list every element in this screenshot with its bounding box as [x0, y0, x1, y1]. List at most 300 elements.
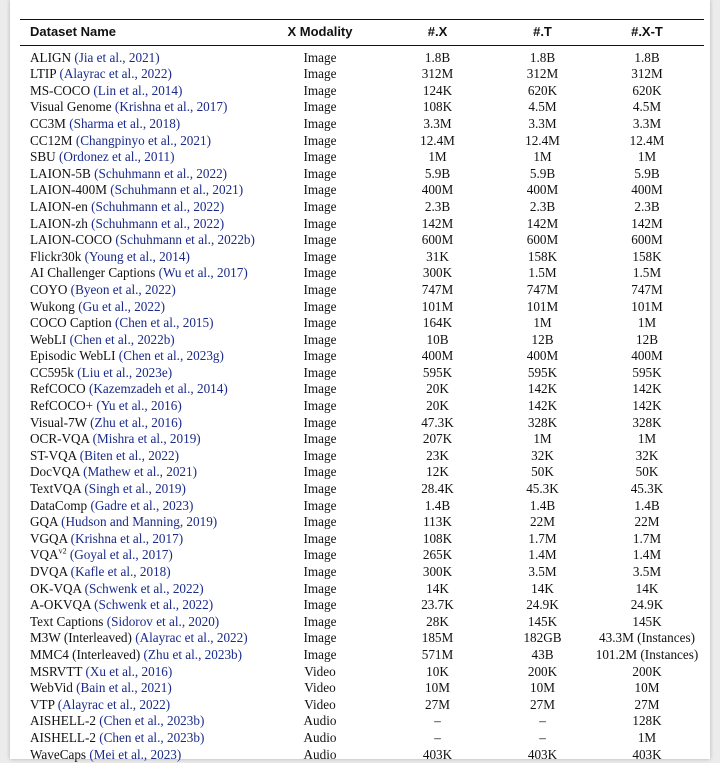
modality-cell: Image	[303, 514, 337, 530]
num-t-cell: 1M	[533, 315, 552, 331]
citation-link[interactable]: (Alayrac et al., 2022)	[135, 630, 248, 646]
dataset-name-cell	[20, 697, 260, 714]
dataset-name: CC12M	[30, 132, 73, 148]
citation-link[interactable]: (Zhu et al., 2016)	[90, 414, 183, 430]
num-x-cell: 207K	[422, 431, 453, 447]
num-xt-cell: 12B	[636, 331, 658, 347]
num-t-cell: 142K	[527, 398, 558, 414]
num-x-cell: 108K	[422, 99, 453, 115]
num-xt-cell: 1.5M	[632, 265, 662, 281]
num-t-cell: 200K	[527, 663, 558, 679]
table-row	[20, 697, 704, 714]
dataset-name: Text Captions	[30, 613, 104, 629]
citation-link[interactable]: (Schwenk et al., 2022)	[84, 580, 204, 596]
citation-link[interactable]: (Kazemzadeh et al., 2014)	[88, 381, 228, 397]
num-x-cell: –	[434, 729, 441, 745]
dataset-name: LTIP	[30, 66, 57, 82]
num-xt-cell: 128K	[632, 713, 662, 729]
num-t-cell: 142M	[526, 215, 559, 231]
dataset-name: LAION-zh	[30, 215, 88, 231]
num-xt-cell: 10M	[634, 680, 660, 696]
dataset-table	[20, 19, 704, 763]
dataset-name-cell	[20, 630, 260, 647]
modality-cell: Image	[303, 215, 337, 231]
table-row	[20, 630, 704, 647]
num-t-cell: 27M	[530, 696, 555, 712]
dataset-name-cell	[20, 182, 260, 199]
num-xt-cell: 32K	[635, 447, 659, 463]
dataset-name-cell	[20, 498, 260, 515]
modality-cell: Image	[303, 298, 337, 314]
modality-cell: Image	[303, 481, 337, 497]
num-x-cell: 23K	[426, 447, 449, 463]
citation-link[interactable]: (Chen et al., 2023b)	[99, 729, 205, 745]
num-x-cell: 47.3K	[421, 414, 454, 430]
table-row	[20, 249, 704, 266]
table-row	[20, 282, 704, 299]
num-x-cell: 312M	[421, 66, 454, 82]
dataset-name-cell	[20, 398, 260, 415]
table-row	[20, 431, 704, 448]
dataset-name: CC595k	[30, 364, 74, 380]
dataset-name: DVQA	[30, 564, 68, 579]
document-page	[10, 0, 710, 762]
citation-link[interactable]: (Krishna et al., 2017)	[114, 99, 228, 115]
modality-cell: Audio	[303, 729, 337, 745]
citation-link[interactable]: (Ordonez et al., 2011)	[58, 149, 175, 165]
dataset-name-cell	[20, 133, 260, 150]
dataset-name: AI Challenger Captions	[30, 265, 156, 281]
num-t-cell: 3.5M	[528, 564, 557, 579]
num-x-cell: 20K	[426, 398, 449, 414]
num-x-cell: 142M	[421, 215, 454, 231]
num-t-cell: 1M	[533, 149, 552, 165]
num-x-cell: 164K	[422, 315, 453, 331]
dataset-name: VQA	[30, 547, 59, 563]
table-row	[20, 66, 704, 83]
table-row	[20, 45, 704, 66]
dataset-name-cell	[20, 415, 260, 432]
num-x-cell: 113K	[423, 514, 452, 530]
citation-link[interactable]: (Krishna et al., 2017)	[70, 530, 184, 546]
dataset-name: COYO	[30, 281, 68, 297]
dataset-name: DataComp	[30, 497, 88, 513]
table-row	[20, 564, 704, 581]
table-row	[20, 597, 704, 614]
citation-link[interactable]: (Biten et al., 2022)	[79, 447, 179, 463]
dataset-name-cell	[20, 66, 260, 83]
dataset-name: COCO Caption	[30, 315, 112, 331]
num-t-cell: 620K	[527, 82, 558, 98]
modality-cell: Image	[303, 265, 337, 281]
dataset-name-cell	[20, 581, 260, 598]
num-x-cell: 1.8B	[424, 49, 451, 65]
citation-link[interactable]: (Liu et al., 2023e)	[77, 364, 173, 380]
citation-link[interactable]: (Changpinyo et al., 2021)	[75, 132, 211, 148]
modality-cell: Audio	[303, 713, 337, 729]
num-t-cell: –	[539, 713, 546, 729]
table-row	[20, 730, 704, 747]
num-xt-cell: 101.2M (Instances)	[595, 646, 699, 662]
citation-link[interactable]: (Schwenk et al., 2022)	[94, 597, 214, 613]
dataset-name-cell	[20, 265, 260, 282]
num-t-cell: 400M	[526, 348, 559, 364]
citation-link[interactable]: (Schuhmann et al., 2022)	[91, 215, 225, 231]
num-xt-cell: 595K	[632, 364, 662, 380]
num-x-cell: 185M	[421, 630, 454, 646]
num-xt-cell: 45.3K	[630, 481, 664, 497]
dataset-name: Episodic WebLI	[30, 348, 116, 364]
dataset-name-cell	[20, 597, 260, 614]
dataset-name-cell	[20, 730, 260, 747]
header-dataset-name: Dataset Name	[20, 20, 260, 46]
num-xt-cell: 1M	[637, 431, 657, 447]
modality-cell: Image	[303, 315, 337, 331]
num-xt-cell: 4.5M	[632, 99, 662, 115]
num-t-cell: 1.7M	[528, 530, 557, 546]
modality-cell: Image	[303, 331, 337, 347]
num-x-cell: 28.4K	[421, 481, 454, 497]
table-row	[20, 265, 704, 282]
dataset-name-cell	[20, 299, 260, 316]
num-t-cell: 14K	[531, 580, 554, 596]
dataset-name: TextVQA	[30, 481, 82, 497]
citation-link[interactable]: (Schuhmann et al., 2021)	[110, 182, 244, 198]
table-row	[20, 299, 704, 316]
num-xt-cell: 27M	[634, 696, 660, 712]
dataset-name: DocVQA	[30, 464, 80, 480]
num-t-cell: 328K	[527, 414, 558, 430]
table-row	[20, 166, 704, 183]
table-row	[20, 464, 704, 481]
citation-link[interactable]: (Wu et al., 2017)	[158, 265, 248, 281]
num-t-cell: 182GB	[523, 630, 562, 646]
num-xt-cell: 1.8B	[634, 49, 660, 65]
num-xt-cell: 747M	[631, 281, 663, 297]
num-t-cell: 12.4M	[525, 132, 560, 148]
dataset-name-cell	[20, 448, 260, 465]
table-row	[20, 581, 704, 598]
citation-link[interactable]: (Lin et al., 2014)	[93, 82, 183, 98]
dataset-name-cell	[20, 149, 260, 166]
modality-cell: Audio	[303, 746, 337, 762]
table-row	[20, 133, 704, 150]
num-t-cell: 45.3K	[526, 481, 559, 497]
citation-link[interactable]: (Chen et al., 2015)	[115, 315, 214, 331]
num-xt-cell: 3.5M	[632, 564, 662, 579]
dataset-name-cell	[20, 348, 260, 365]
dataset-name: LAION-en	[30, 198, 88, 214]
dataset-name: LAION-400M	[30, 182, 107, 198]
modality-cell: Image	[303, 580, 337, 596]
num-x-cell: 2.3B	[424, 198, 451, 214]
num-xt-cell: 1.4M	[632, 547, 662, 563]
num-xt-cell: 1M	[637, 315, 657, 331]
modality-cell: Image	[303, 115, 337, 131]
dataset-name: CC3M	[30, 115, 66, 131]
num-xt-cell: 400M	[631, 348, 663, 364]
modality-cell: Image	[303, 82, 337, 98]
citation-link[interactable]: (Jia et al., 2021)	[74, 49, 160, 65]
dataset-name: Visual-7W	[30, 414, 87, 430]
num-xt-cell: 12.4M	[629, 132, 665, 148]
citation-link[interactable]: (Chen et al., 2023b)	[99, 713, 205, 729]
modality-cell: Image	[303, 132, 337, 148]
num-t-cell: 24.9K	[526, 597, 559, 613]
citation-link[interactable]: (Mishra et al., 2019)	[92, 431, 201, 447]
num-x-cell: 10B	[426, 331, 449, 347]
num-xt-cell: 1.4B	[634, 497, 660, 513]
dataset-name-cell	[20, 249, 260, 266]
citation-link[interactable]: (Hudson and Manning, 2019)	[61, 514, 218, 530]
num-xt-cell: 101M	[631, 298, 663, 314]
dataset-name: MMC4 (Interleaved)	[30, 646, 141, 662]
modality-cell: Image	[303, 248, 337, 264]
num-t-cell: 158K	[527, 248, 558, 264]
num-x-cell: 23.7K	[421, 597, 454, 613]
table-row	[20, 713, 704, 730]
citation-link[interactable]: (Sharma et al., 2018)	[69, 115, 181, 131]
num-x-cell: 10K	[426, 663, 449, 679]
dataset-name: LAION-COCO	[30, 232, 113, 248]
num-x-cell: 14K	[426, 580, 449, 596]
dataset-name: Flickr30k	[30, 248, 82, 264]
table-header	[20, 20, 704, 46]
modality-cell: Image	[303, 66, 337, 82]
modality-cell: Image	[303, 198, 337, 214]
table-row	[20, 149, 704, 166]
table-row	[20, 332, 704, 349]
citation-link[interactable]: (Kafle et al., 2018)	[70, 564, 171, 579]
table-row	[20, 182, 704, 199]
modality-cell: Image	[303, 497, 337, 513]
num-t-cell: 403K	[527, 746, 558, 762]
citation-link[interactable]: (Chen et al., 2022b)	[69, 331, 175, 347]
num-x-cell: 400M	[421, 348, 454, 364]
num-x-cell: 124K	[422, 82, 453, 98]
modality-cell: Video	[304, 663, 336, 679]
citation-link[interactable]: (Schuhmann et al., 2022)	[91, 198, 225, 214]
table-row	[20, 348, 704, 365]
num-xt-cell: 620K	[632, 82, 662, 98]
citation-link[interactable]: (Gadre et al., 2023)	[90, 497, 194, 513]
dataset-name-cell	[20, 365, 260, 382]
modality-cell: Image	[303, 398, 337, 414]
modality-cell: Video	[304, 696, 336, 712]
dataset-name: Visual Genome	[30, 99, 112, 115]
dataset-name-cell	[20, 664, 260, 681]
dataset-name-cell	[20, 381, 260, 398]
num-x-cell: 1M	[428, 149, 447, 165]
num-xt-cell: 145K	[632, 613, 662, 629]
num-x-cell: 1.4B	[424, 497, 451, 513]
dataset-name-cell	[20, 116, 260, 133]
table-row	[20, 199, 704, 216]
dataset-name: RefCOCO+	[30, 398, 94, 414]
num-xt-cell: 2.3B	[634, 198, 660, 214]
citation-link[interactable]: (Schuhmann et al., 2022)	[94, 165, 228, 181]
modality-cell: Image	[303, 464, 337, 480]
modality-cell: Image	[303, 414, 337, 430]
citation-link[interactable]: (Chen et al., 2023g)	[118, 348, 224, 364]
dataset-name: M3W (Interleaved)	[30, 630, 132, 646]
citation-link[interactable]: (Gu et al., 2022)	[78, 298, 165, 314]
dataset-name-cell	[20, 514, 260, 531]
num-xt-cell: 22M	[634, 514, 660, 530]
dataset-name-cell	[20, 647, 260, 664]
table-row	[20, 99, 704, 116]
modality-cell: Image	[303, 630, 337, 646]
citation-link[interactable]: (Mei et al., 2023)	[89, 746, 182, 762]
dataset-name-cell	[20, 166, 260, 183]
table-row	[20, 547, 704, 564]
num-xt-cell: 1M	[637, 729, 657, 745]
table-row	[20, 381, 704, 398]
num-x-cell: 12K	[426, 464, 449, 480]
citation-link[interactable]: (Bain et al., 2021)	[76, 680, 172, 696]
header-num-x: #.X	[380, 20, 495, 46]
num-xt-cell: 50K	[635, 464, 659, 480]
dataset-name-cell	[20, 680, 260, 697]
num-t-cell: 43B	[531, 646, 554, 662]
dataset-name-cell	[20, 713, 260, 730]
num-xt-cell: 400M	[631, 182, 663, 198]
table-row	[20, 365, 704, 382]
dataset-name-cell	[20, 282, 260, 299]
dataset-name: SBU	[30, 149, 56, 165]
num-t-cell: 5.9B	[529, 165, 556, 181]
modality-cell: Image	[303, 447, 337, 463]
num-x-cell: 31K	[426, 248, 449, 264]
modality-cell: Image	[303, 232, 337, 248]
citation-link[interactable]: (Young et al., 2014)	[84, 248, 190, 264]
modality-cell: Image	[303, 364, 337, 380]
num-x-cell: 12.4M	[420, 132, 455, 148]
num-xt-cell: 403K	[632, 746, 662, 762]
modality-cell: Image	[303, 547, 337, 563]
num-xt-cell: 142K	[632, 398, 662, 414]
num-xt-cell: 5.9B	[634, 165, 660, 181]
num-x-cell: 28K	[426, 613, 449, 629]
modality-cell: Image	[303, 281, 337, 297]
num-xt-cell: 1M	[637, 149, 657, 165]
dataset-name: VTP	[30, 696, 55, 712]
num-x-cell: 3.3M	[423, 115, 452, 131]
modality-cell: Image	[303, 149, 337, 165]
dataset-name-cell	[20, 614, 260, 631]
num-x-cell: 403K	[422, 746, 453, 762]
citation-link[interactable]: (Mathew et al., 2021)	[83, 464, 198, 480]
modality-cell: Video	[304, 680, 336, 696]
num-t-cell: 10M	[530, 680, 555, 696]
modality-cell: Image	[303, 49, 337, 65]
num-t-cell: 747M	[526, 281, 559, 297]
dataset-name-cell	[20, 481, 260, 498]
citation-link[interactable]: (Singh et al., 2019)	[84, 481, 186, 497]
table-row	[20, 614, 704, 631]
dataset-name: Wukong	[30, 298, 75, 314]
num-x-cell: 300K	[422, 265, 453, 281]
citation-link[interactable]: (Yu et al., 2016)	[96, 398, 182, 414]
table-body	[20, 45, 704, 763]
num-x-cell: 101M	[421, 298, 454, 314]
dataset-name: AISHELL-2	[30, 729, 96, 745]
num-x-cell: 747M	[421, 281, 454, 297]
dataset-name-cell	[20, 199, 260, 216]
num-t-cell: 3.3M	[528, 115, 557, 131]
table-row	[20, 315, 704, 332]
modality-cell: Image	[303, 381, 337, 397]
num-t-cell: 50K	[531, 464, 554, 480]
table-row	[20, 415, 704, 432]
dataset-name: LAION-5B	[30, 165, 91, 181]
citation-link[interactable]: (Schuhmann et al., 2022b)	[115, 232, 255, 248]
num-xt-cell: 312M	[631, 66, 663, 82]
num-t-cell: 145K	[527, 613, 558, 629]
table-row	[20, 680, 704, 697]
num-t-cell: –	[539, 729, 546, 745]
citation-link[interactable]: (Byeon et al., 2022)	[70, 281, 176, 297]
modality-cell: Image	[303, 530, 337, 546]
modality-cell: Image	[303, 646, 337, 662]
num-x-cell: 595K	[422, 364, 453, 380]
num-x-cell: 27M	[425, 696, 450, 712]
modality-cell: Image	[303, 182, 337, 198]
table-row	[20, 647, 704, 664]
num-xt-cell: 142M	[631, 215, 663, 231]
dataset-name-cell	[20, 99, 260, 116]
dataset-name: A-OKVQA	[30, 597, 91, 613]
num-t-cell: 4.5M	[528, 99, 557, 115]
dataset-name-cell	[20, 531, 260, 548]
dataset-name-cell	[20, 45, 260, 66]
modality-cell: Image	[303, 431, 337, 447]
num-x-cell: 600M	[421, 232, 454, 248]
dataset-name: MS-COCO	[30, 82, 91, 98]
dataset-name: WebLI	[30, 331, 67, 347]
table-row	[20, 498, 704, 515]
num-xt-cell: 24.9K	[630, 597, 664, 613]
modality-cell: Image	[303, 99, 337, 115]
dataset-name: OCR-VQA	[30, 431, 90, 447]
num-xt-cell: 142K	[632, 381, 662, 397]
table-row	[20, 398, 704, 415]
citation-link[interactable]: (Alayrac et al., 2022)	[57, 696, 171, 712]
num-t-cell: 1.8B	[529, 49, 556, 65]
dataset-name: ST-VQA	[30, 447, 77, 463]
dataset-name: OK-VQA	[30, 580, 82, 596]
dataset-name-cell	[20, 332, 260, 349]
modality-cell: Image	[303, 348, 337, 364]
num-xt-cell: 200K	[632, 663, 662, 679]
citation-link[interactable]: (Xu et al., 2016)	[85, 663, 173, 679]
citation-link[interactable]: (Zhu et al., 2023b)	[143, 646, 243, 662]
dataset-name-cell	[20, 564, 260, 581]
num-t-cell: 1.5M	[528, 265, 557, 281]
dataset-name-cell	[20, 547, 260, 564]
citation-link[interactable]: (Alayrac et al., 2022)	[59, 66, 172, 82]
dataset-name: VGQA	[30, 530, 68, 546]
modality-cell: Image	[303, 564, 337, 579]
num-x-cell: 10M	[425, 680, 450, 696]
num-t-cell: 101M	[526, 298, 559, 314]
num-xt-cell: 600M	[631, 232, 663, 248]
table-row	[20, 232, 704, 249]
dataset-name-cell	[20, 464, 260, 481]
citation-link[interactable]: (Goyal et al., 2017)	[69, 547, 173, 563]
citation-link[interactable]: (Sidorov et al., 2020)	[106, 613, 220, 629]
header-num-t: #.T	[495, 20, 590, 46]
